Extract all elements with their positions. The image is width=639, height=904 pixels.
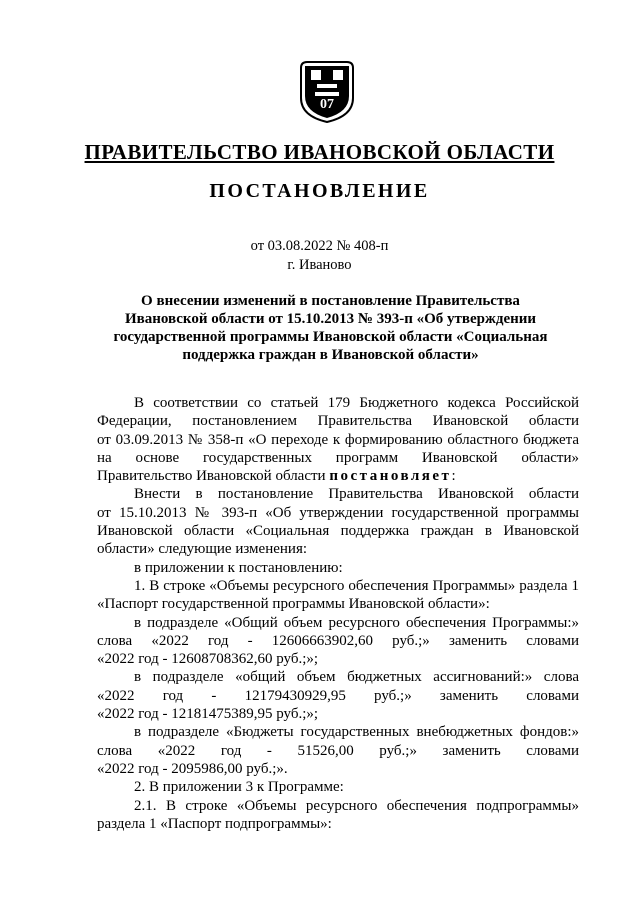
- sub1-line: слова «2022 год - 12606663902,60 руб.;» заменить словами: [97, 632, 579, 649]
- preamble-line: В соответствии со статьей 179 Бюджетного кодекса Российской: [134, 395, 579, 411]
- sub3-line: в подразделе «Бюджеты государственных внебюджетных фондов:»: [134, 724, 579, 741]
- sub2-line: в подразделе «общий объем бюджетных ассигнований:» слова: [134, 669, 579, 686]
- title-line: поддержка граждан в Ивановской области»: [182, 347, 479, 363]
- document-date-number: от 03.08.2022 № 408-п: [250, 238, 389, 254]
- sub3-line: слова «2022 год - 51526,00 руб.;» заменить словами: [97, 742, 579, 759]
- sub1-end: «2022 год - 12608708362,60 руб.;»;: [97, 651, 319, 668]
- preamble-line: Федерации, постановлением Правительства Ивановской области: [97, 413, 579, 430]
- item21-end: раздела 1 «Паспорт подпрограммы»:: [97, 815, 332, 832]
- preamble-line: на основе государственных программ Ивановской области»: [97, 449, 579, 466]
- in-appendix-line: в приложении к постановлению:: [134, 559, 343, 576]
- document-title: [100, 292, 561, 364]
- coat-of-arms-emblem: [297, 58, 357, 124]
- amend-line: Ивановской области «Социальная поддержка граждан в Ивановской: [97, 523, 579, 540]
- item21-line: 2.1. В строке «Объемы ресурсного обеспечения подпрограммы»: [134, 797, 579, 814]
- amend-line: от 15.10.2013 № 393-п «Об утверждении государственной программы: [97, 504, 579, 521]
- organization-name: ПРАВИТЕЛЬСТВО ИВАНОВСКОЙ ОБЛАСТИ: [84, 140, 555, 164]
- resolves-colon: :: [451, 468, 456, 485]
- sub2-line: «2022 год - 12179430929,95 руб.;» заменить словами: [97, 687, 579, 704]
- svg-text:07: 07: [320, 97, 334, 112]
- document-body: [97, 394, 579, 833]
- title-line: государственной программы Ивановской области «Социальная: [113, 329, 548, 345]
- item1-end: «Паспорт государственной программы Ивановской области»:: [97, 596, 490, 613]
- title-line: О внесении изменений в постановление Правительства: [141, 293, 520, 309]
- title-line: Ивановской области от 15.10.2013 № 393-п «Об утверждении: [124, 311, 537, 327]
- amend-end: области» следующие изменения:: [97, 541, 308, 558]
- document-city: г. Иваново: [287, 257, 352, 273]
- item1-line: 1. В строке «Объемы ресурсного обеспечения Программы» раздела 1: [134, 577, 579, 594]
- resolves-word: постановляет: [329, 468, 452, 485]
- amend-line: Внести в постановление Правительства Ивановской области: [134, 486, 579, 503]
- sub1-line: в подразделе «Общий объем ресурсного обеспечения Программы:»: [134, 614, 579, 631]
- preamble-resolution: [97, 467, 579, 485]
- document-type: ПОСТАНОВЛЕНИЕ: [209, 180, 430, 202]
- sub2-end: «2022 год - 12181475389,95 руб.;»;: [97, 706, 319, 723]
- item2-line: 2. В приложении 3 к Программе:: [134, 779, 344, 796]
- sub3-end: «2022 год - 2095986,00 руб.;».: [97, 760, 288, 777]
- preamble-line: от 03.09.2013 № 358-п «О переходе к формированию областного бюджета: [97, 431, 579, 448]
- preamble-end: Правительство Ивановской области: [97, 468, 330, 485]
